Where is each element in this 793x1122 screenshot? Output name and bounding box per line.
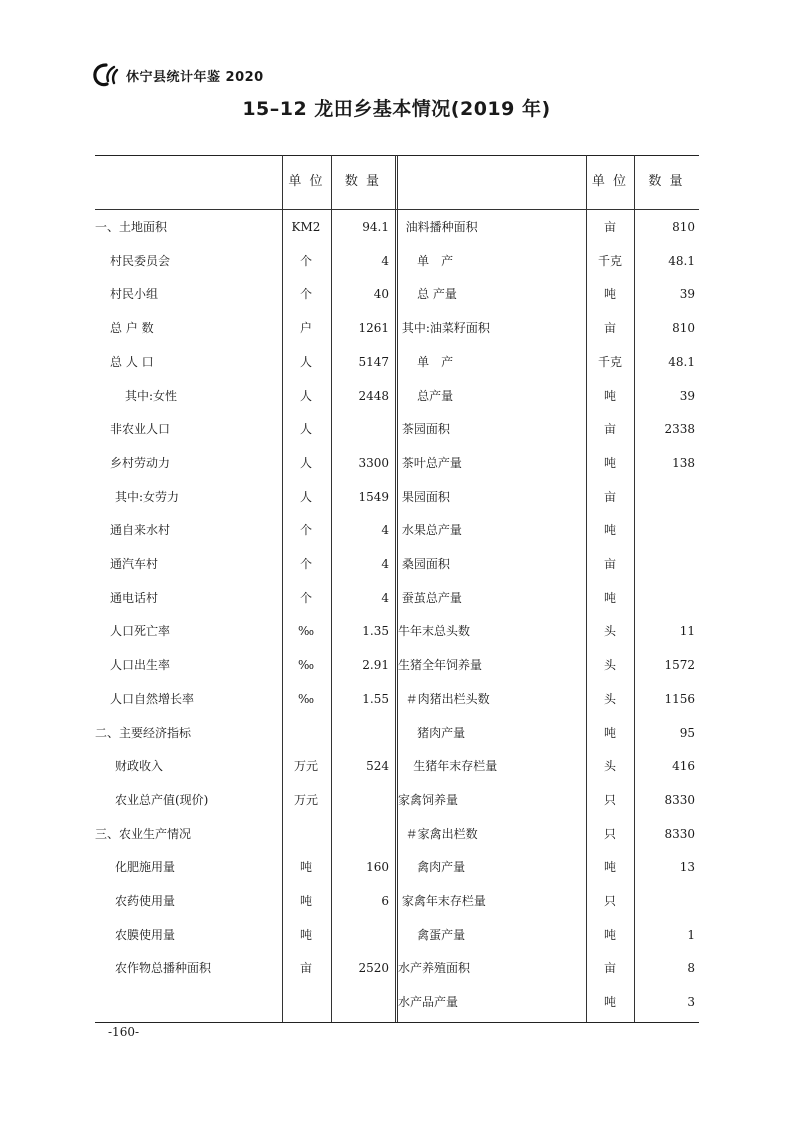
left-item-name: 总 户 数	[110, 321, 154, 336]
right-item-unit: 亩	[603, 321, 616, 336]
left-item-unit: 吨	[299, 927, 312, 942]
right-item-name: 禽肉产量	[398, 860, 466, 875]
left-item-value: 94.1	[362, 220, 389, 234]
right-item-value: 138	[672, 455, 695, 470]
left-item-name: 人口死亡率	[110, 624, 171, 639]
right-item-name: ＃家禽出栏数	[398, 826, 478, 841]
left-item-unit: 人	[299, 489, 312, 504]
left-item-name: 三、农业生产情况	[95, 826, 192, 841]
header-right-unit: 单 位	[591, 174, 629, 189]
left-item-value: 4	[381, 557, 389, 571]
right-item-name: 生猪全年饲养量	[398, 658, 483, 673]
table-row	[95, 345, 699, 379]
right-item-unit: 亩	[603, 489, 616, 504]
left-item-name: 非农业人口	[110, 422, 171, 437]
left-item-name: 通汽车村	[110, 557, 159, 571]
right-item-unit: 千克	[597, 354, 622, 369]
right-item-value: 1572	[664, 658, 695, 673]
left-item-value: 1261	[358, 321, 389, 336]
right-item-name: 果园面积	[398, 489, 450, 504]
left-item-name: 二、主要经济指标	[95, 725, 192, 740]
right-item-value: 3	[687, 995, 695, 1010]
left-item-value: 1549	[358, 489, 389, 504]
right-item-name: 猪肉产量	[398, 725, 466, 740]
right-item-unit: 吨	[603, 927, 616, 942]
right-item-unit: 头	[603, 624, 616, 639]
right-item-value: 1156	[664, 691, 695, 706]
right-item-value: 95	[679, 725, 695, 740]
right-item-name: 桑园面积	[398, 557, 450, 571]
right-item-name: ＃肉猪出栏头数	[398, 691, 490, 706]
right-item-value: 39	[679, 287, 695, 302]
table-row	[95, 850, 699, 884]
table-row	[95, 311, 699, 345]
right-item-value: 39	[679, 388, 695, 403]
right-item-name: 总 产量	[398, 287, 457, 302]
right-item-unit: 亩	[603, 422, 616, 437]
right-item-unit: 千克	[597, 253, 622, 268]
right-item-name: 茶叶总产量	[398, 455, 462, 470]
table-row	[95, 244, 699, 278]
right-item-unit: 吨	[603, 725, 616, 740]
left-item-unit: 个	[299, 523, 312, 538]
left-item-unit: 人	[299, 388, 312, 403]
left-item-unit: 吨	[299, 894, 312, 908]
table-row	[95, 614, 699, 648]
right-item-unit: 只	[603, 826, 616, 841]
right-item-value: 48.1	[668, 253, 695, 268]
right-item-name: 水果总产量	[398, 523, 462, 538]
left-item-unit: KM2	[291, 220, 321, 234]
left-item-name: 通电话村	[110, 590, 159, 605]
right-item-name: 单 产	[398, 354, 454, 369]
left-item-value: 1.55	[362, 691, 389, 706]
right-item-unit: 只	[603, 792, 616, 807]
yearbook-header	[92, 62, 264, 88]
left-item-name: 其中:女劳力	[115, 489, 180, 504]
table-row	[95, 985, 699, 1019]
left-item-unit: 万元	[293, 792, 318, 807]
left-item-name: 其中:女性	[125, 388, 178, 403]
left-item-unit: 人	[299, 455, 312, 470]
table-row	[95, 749, 699, 783]
right-item-name: 蚕茧总产量	[398, 590, 462, 605]
header-left-value: 数 量	[344, 174, 382, 189]
right-item-name: 单 产	[398, 253, 454, 268]
left-item-name: 财政收入	[115, 759, 164, 774]
right-item-value: 8330	[664, 826, 695, 841]
header-left-unit: 单 位	[288, 174, 325, 189]
right-item-value: 8	[687, 961, 695, 976]
right-item-unit: 吨	[603, 590, 616, 605]
right-item-value: 2338	[664, 422, 695, 437]
right-item-name: 生猪年末存栏量	[398, 759, 498, 774]
left-item-unit: 万元	[293, 759, 318, 774]
left-item-value: 4	[381, 590, 389, 605]
left-item-name: 通自来水村	[110, 523, 171, 538]
left-item-value: 524	[366, 759, 389, 774]
right-item-unit: 头	[603, 691, 616, 706]
table-row	[95, 783, 699, 817]
left-item-value: 4	[381, 523, 389, 538]
left-item-value: 5147	[358, 354, 389, 369]
left-item-value: 1.35	[362, 624, 389, 639]
left-item-unit: 吨	[299, 860, 312, 875]
page-title: 15–12 龙田乡基本情况(2019 年)	[242, 98, 551, 120]
table-row	[95, 513, 699, 547]
right-item-unit: 吨	[603, 388, 616, 403]
right-item-name: 总产量	[398, 388, 454, 403]
left-item-name: 化肥施用量	[115, 860, 176, 875]
right-item-unit: 吨	[603, 523, 616, 538]
left-item-unit: 个	[299, 590, 312, 605]
table-row	[95, 547, 699, 581]
left-item-value: 40	[373, 287, 389, 302]
left-item-value: 2.91	[362, 658, 389, 673]
right-item-value: 8330	[664, 792, 695, 807]
right-item-unit: 亩	[603, 220, 616, 234]
table-row	[95, 817, 699, 851]
left-item-unit: 个	[299, 557, 312, 571]
table-row	[95, 379, 699, 413]
table-row	[95, 581, 699, 615]
right-item-name: 水产品产量	[398, 995, 459, 1010]
table-row	[95, 446, 699, 480]
table-row	[95, 480, 699, 514]
left-item-unit: 亩	[299, 961, 312, 976]
right-item-value: 810	[672, 321, 695, 336]
left-item-unit: 人	[299, 422, 312, 437]
left-item-value: 160	[366, 860, 389, 875]
left-item-name: 农药使用量	[115, 894, 176, 908]
table-row	[95, 648, 699, 682]
left-item-value: 6	[381, 894, 389, 908]
left-item-unit: ‰	[297, 658, 315, 673]
left-item-unit: ‰	[297, 624, 315, 639]
header-right-value: 数 量	[648, 174, 685, 189]
right-item-name: 其中:油菜籽面积	[398, 321, 490, 336]
left-item-name: 人口自然增长率	[110, 691, 195, 706]
left-item-name: 农业总产值(现价)	[115, 792, 209, 807]
right-item-name: 禽蛋产量	[398, 927, 466, 942]
right-item-name: 家禽饲养量	[398, 792, 459, 807]
left-item-value: 3300	[358, 455, 389, 470]
left-item-name: 人口出生率	[110, 658, 171, 673]
right-item-name: 家禽年末存栏量	[398, 894, 486, 908]
table-row	[95, 682, 699, 716]
left-item-name: 农膜使用量	[115, 927, 176, 942]
yearbook-logo-icon	[92, 62, 122, 88]
left-item-value: 2448	[358, 388, 389, 403]
left-item-value: 2520	[358, 961, 389, 976]
left-item-name: 村民委员会	[110, 253, 171, 268]
right-item-unit: 吨	[603, 455, 616, 470]
left-item-name: 乡村劳动力	[110, 455, 171, 470]
right-item-unit: 亩	[603, 557, 616, 571]
right-item-unit: 吨	[603, 287, 616, 302]
right-item-unit: 只	[603, 894, 616, 908]
right-item-unit: 头	[603, 759, 616, 774]
left-item-name: 农作物总播种面积	[115, 961, 212, 976]
table-row	[95, 210, 699, 244]
right-item-value: 13	[679, 860, 695, 875]
table-row	[95, 716, 699, 750]
left-item-unit: ‰	[297, 691, 315, 706]
left-item-unit: 人	[299, 354, 312, 369]
right-item-unit: 吨	[603, 995, 616, 1010]
table-bottom-rule	[95, 1022, 699, 1023]
right-item-name: 水产养殖面积	[398, 961, 471, 976]
right-item-name: 茶园面积	[398, 422, 450, 437]
right-item-value: 48.1	[668, 354, 695, 369]
table-row	[95, 412, 699, 446]
table-row	[95, 918, 699, 952]
right-item-value: 810	[672, 220, 695, 234]
left-item-value: 4	[381, 253, 389, 268]
left-item-unit: 个	[299, 287, 312, 302]
table-row	[95, 951, 699, 985]
statistics-table	[95, 155, 699, 1022]
right-item-unit: 亩	[603, 961, 616, 976]
table-row	[95, 884, 699, 918]
right-item-name: 油料播种面积	[398, 220, 478, 234]
right-item-name: 牛年末总头数	[398, 624, 471, 639]
left-item-name: 一、土地面积	[95, 220, 168, 234]
right-item-value: 11	[679, 624, 695, 639]
yearbook-title: 休宁县统计年鉴 2020	[126, 69, 264, 85]
right-item-unit: 吨	[603, 860, 616, 875]
table-row	[95, 277, 699, 311]
right-item-value: 416	[672, 759, 695, 774]
right-item-value: 1	[687, 927, 695, 942]
left-item-name: 总 人 口	[110, 354, 154, 369]
page-number: -160-	[108, 1025, 140, 1039]
left-item-unit: 个	[299, 253, 312, 268]
left-item-name: 村民小组	[110, 287, 159, 302]
left-item-unit: 户	[299, 321, 312, 336]
right-item-unit: 头	[603, 658, 616, 673]
